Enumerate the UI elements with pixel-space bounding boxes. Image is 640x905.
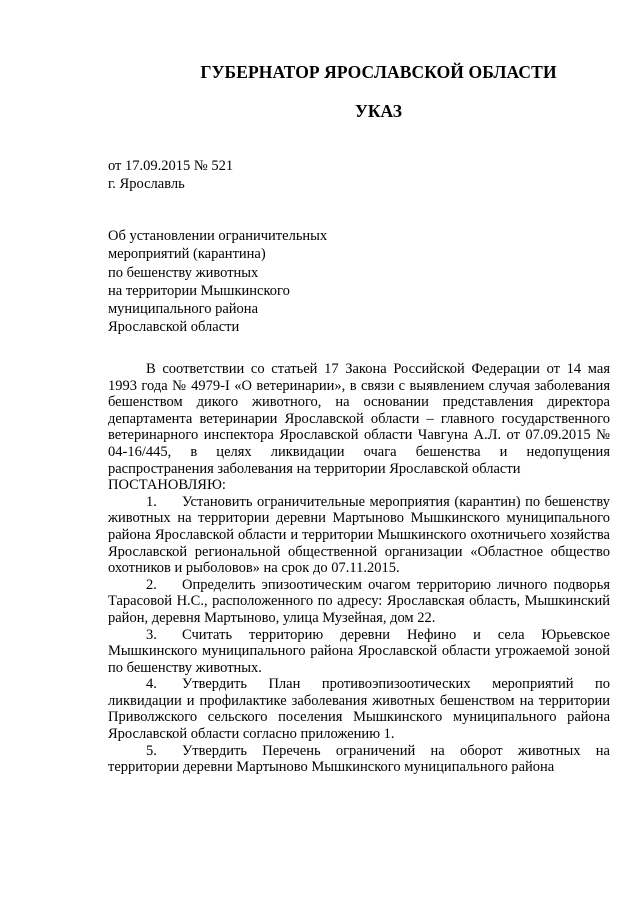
item-text: Утвердить Перечень ограничений на оборот животных на территории деревни Мартыново Мышкинского муниципального района: [108, 742, 610, 776]
document-meta: [108, 157, 233, 193]
place: г. Ярославль: [108, 176, 185, 192]
item-number: 2.: [146, 576, 157, 593]
subject-line: муниципального района: [108, 301, 258, 318]
document-type-title: УКАЗ: [355, 101, 402, 121]
item-number: 5.: [146, 742, 157, 759]
subject-line: мероприятий (карантина): [108, 246, 266, 263]
item-number: 4.: [146, 676, 157, 693]
decree-item: [108, 743, 610, 776]
preamble-paragraph: В соответствии со статьей 17 Закона Российской Федерации от 14 мая 1993 года № 4979-I «О ветеринарии», в связи с выявлением случая заболевания бешенством дикого животного, на основании представления директора департамента ветеринарии Ярославской области – главного государственного ветеринарного инспектора Ярославской области Чавгуна А.Л. от 07.09.2015 № 04-16/445, в целях ликвидации очага бешенства и недопущения распространения заболевания на территории Ярославской области: [108, 361, 610, 477]
item-text: Определить эпизоотическим очагом территорию личного подворья Тарасовой Н.С., расположенного по адресу: Ярославская область, Мышкинский район, деревня Мартыново, улица Музейная, дом 22.: [108, 576, 610, 626]
decree-item: [108, 577, 610, 627]
decree-item: [108, 627, 610, 677]
item-number: 1.: [146, 493, 157, 510]
subject-line: на территории Мышкинского: [108, 282, 290, 299]
item-text: Утвердить План противоэпизоотических мероприятий по ликвидации и профилактике заболевания животных бешенством на территории Приволжского сельского поселения Мышкинского муниципального района Ярославской области согласно приложению 1.: [108, 676, 610, 743]
item-text: Установить ограничительные мероприятия (карантин) по бешенству животных на территории деревни Мартыново Мышкинского муниципального района Ярославской области и территории Мышкинского охотничьего хозяйства Ярославской региональной общественной организации «Областное общество охотников и рыболовов» на срок до 07.11.2015.: [108, 493, 610, 577]
document-subject: [108, 227, 327, 337]
decree-item: [108, 676, 610, 742]
subject-line: по бешенству животных: [108, 264, 259, 281]
decree-item: [108, 494, 610, 577]
subject-line: Об установлении ограничительных: [108, 228, 328, 244]
decree-word: ПОСТАНОВЛЯЮ:: [108, 477, 226, 494]
document-body: [108, 361, 610, 776]
item-number: 3.: [146, 626, 157, 643]
item-text: Считать территорию деревни Нефино и села Юрьевское Мышкинского муниципального района Ярославской области угрожаемой зоной по бешенству животных.: [108, 626, 610, 676]
issuer-title: ГУБЕРНАТОР ЯРОСЛАВСКОЙ ОБЛАСТИ: [200, 62, 557, 82]
date-number: от 17.09.2015 № 521: [108, 158, 234, 174]
subject-line: Ярославской области: [108, 319, 240, 336]
